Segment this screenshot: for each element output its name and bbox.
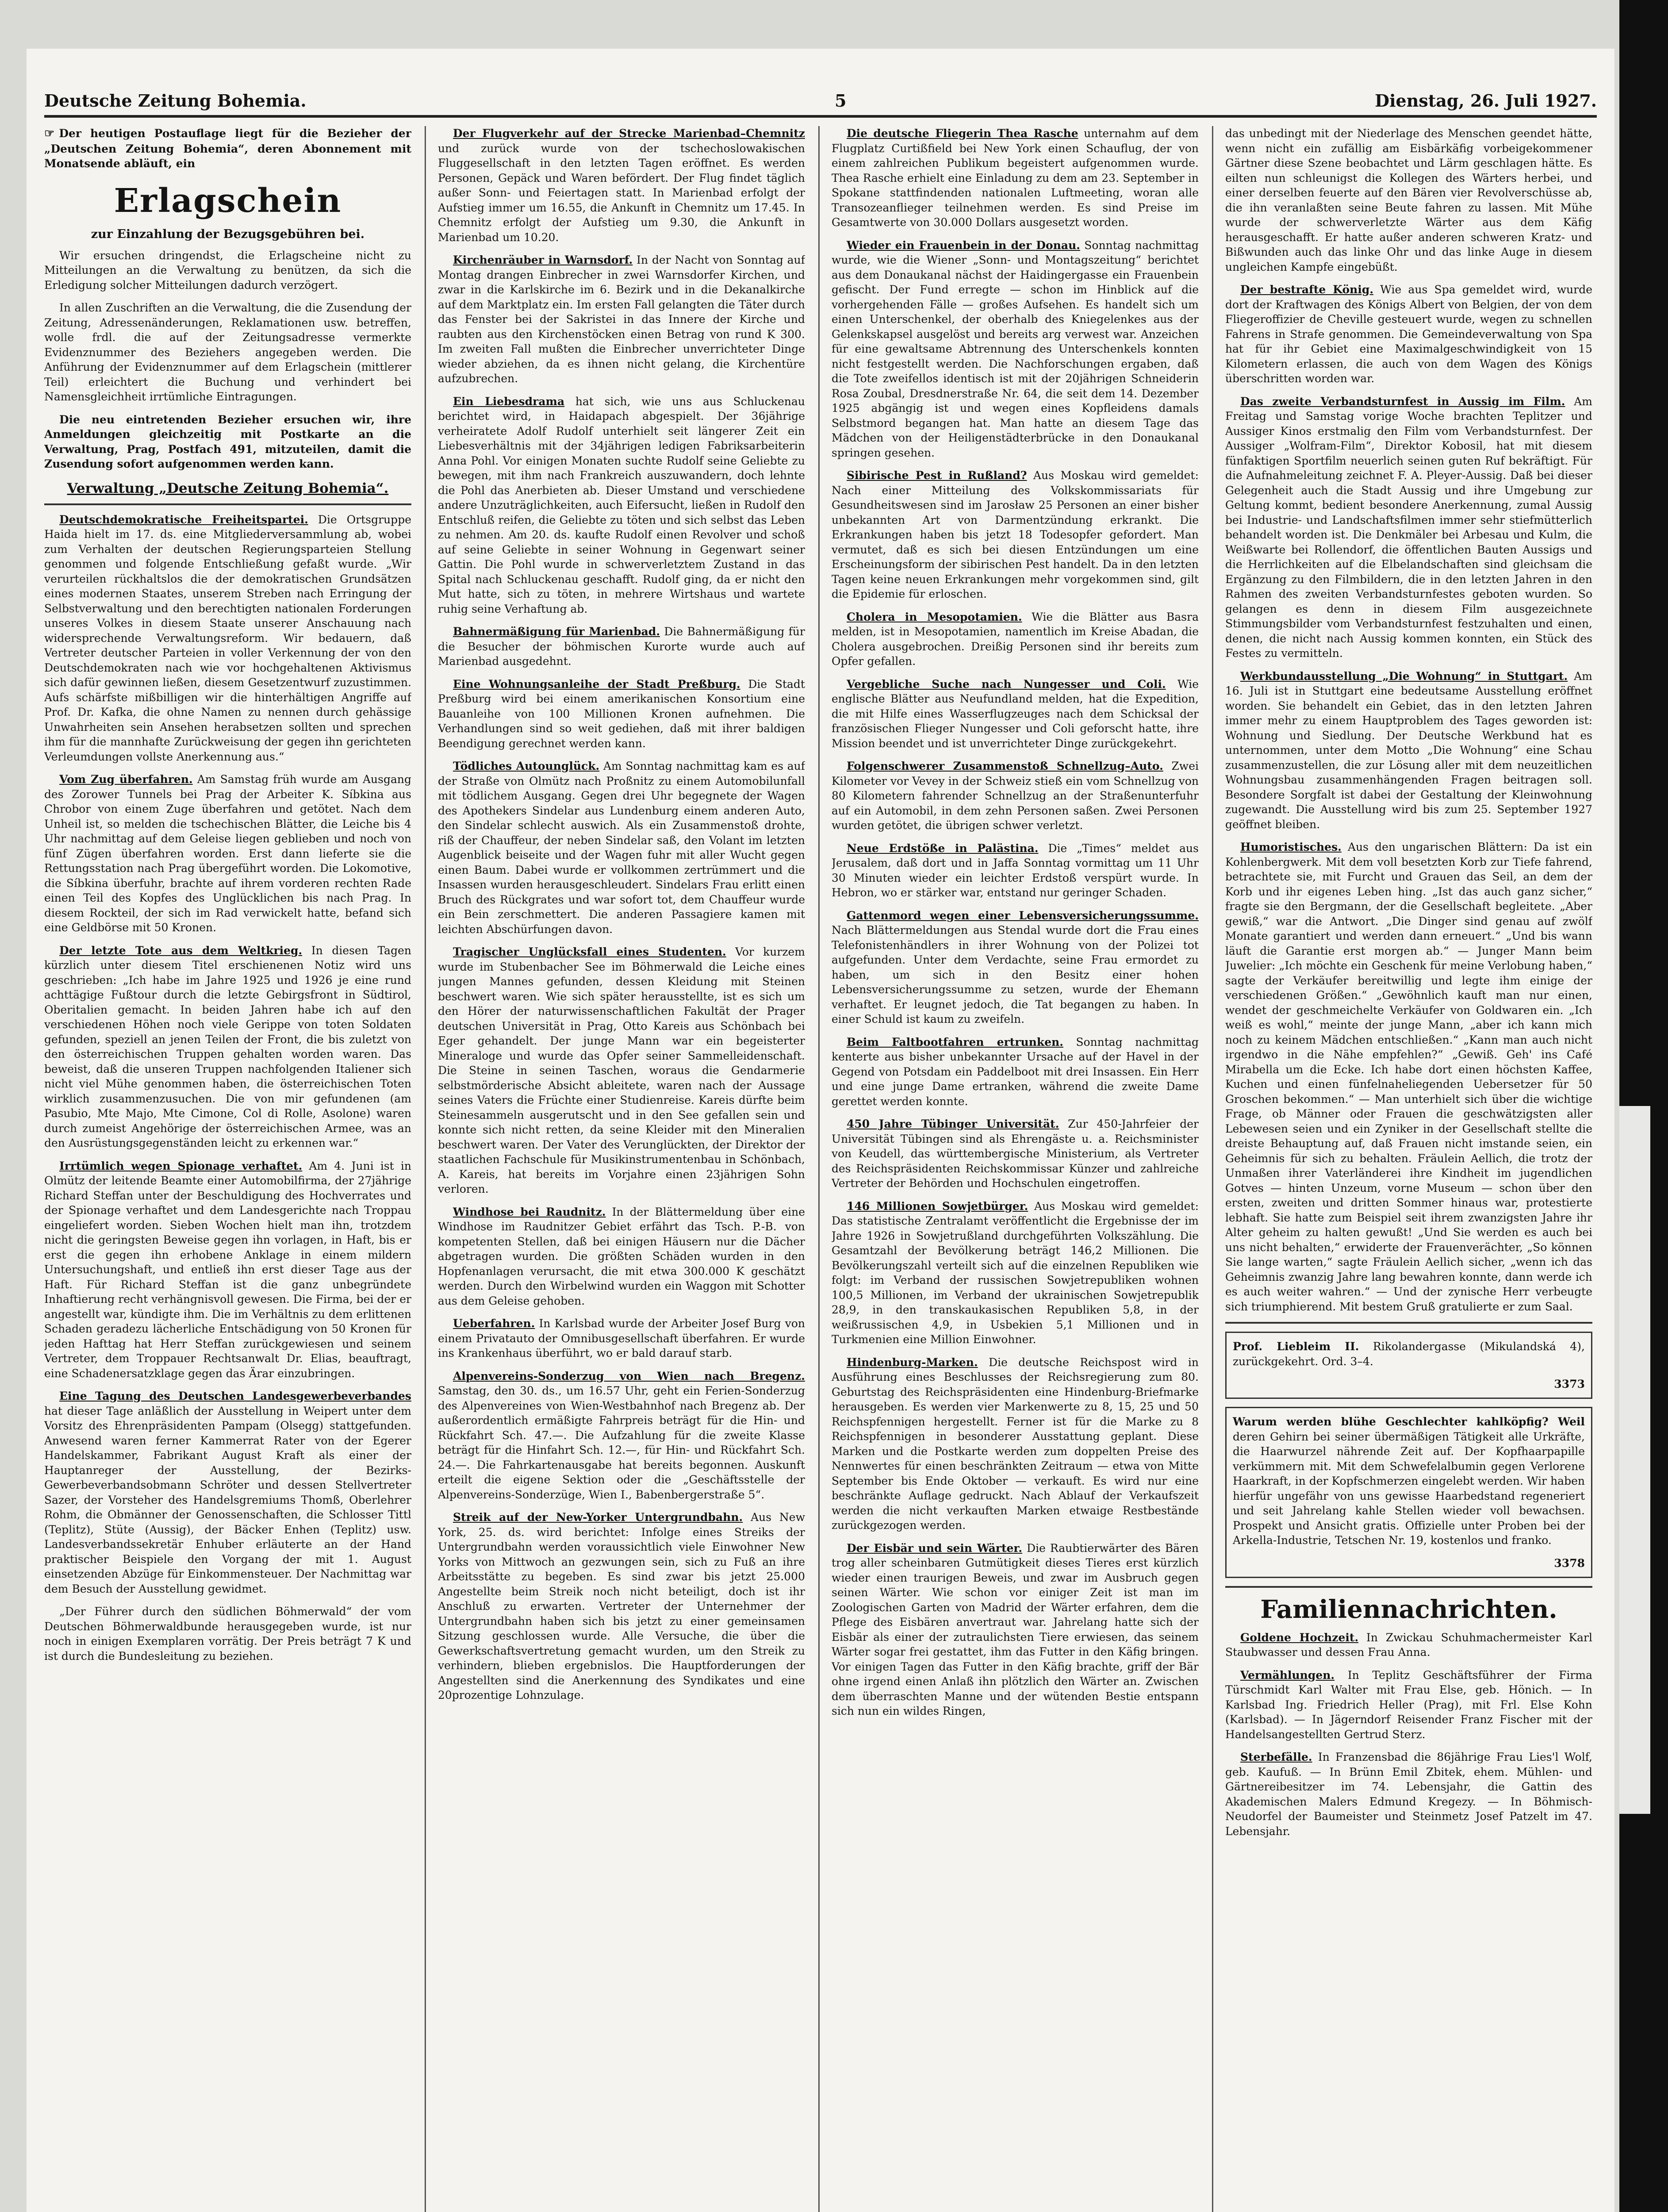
column-divider: [818, 126, 820, 2212]
column-divider: [425, 126, 426, 2212]
column-3: [832, 126, 1199, 2212]
article: Ein Liebesdrama hat sich, wie uns aus Schluckenau berichtet wird, in Haidapach abgespielt. Der 36jährige verheiratete Adolf Rudolf unterhielt seit längerer Zeit ein Liebesverhältnis mit der 34jährigen ledigen Fabriksarbeiterin Anna Pohl. Vor einigen Monaten suchte Rudolf seine Geliebte zu bewegen, mit ihm nach Frankreich auszuwandern, doch lehnte die Pohl das Anerbieten ab. Dieser Umstand und verschiedene andere Unzuträglichkeiten, auch Eifersucht, ließen in Rudolf den Entschluß reifen, die Geliebte zu töten und sich selbst das Leben zu nehmen. Am 20. ds. kaufte Rudolf einen Revolver und schoß auf seine Geliebte in seiner Wohnung in Gegenwart seiner Gattin. Die Pohl wurde in schwerverletztem Zustand in das Spital nach Schluckenau geschafft. Rudolf ging, da er nicht den Mut hatte, sich zu töten, in mehrere Wirtshaus und wartete ruhig seine Verhaftung ab.: [438, 395, 805, 615]
paper-name: Deutsche Zeitung Bohemia.: [44, 91, 307, 111]
article: Hindenburg-Marken. Die deutsche Reichspost wird in Ausführung eines Beschlusses der Reichsregierung zum 80. Geburtstag des Reichspräsidenten eine Hindenburg-Briefmarke herausgeben. Es werden vier Markenwerte zu 8, 15, 25 und 50 Reichspfennigen hergestellt. Ferner ist für die Marke zu 8 Reichspfennigen in besonderer Ausstattung geplant. Diese Marken und die Postkarte werden zum doppelten Preise des Nennwertes für einen beschränkten Zeitraum — etwa von Mitte September bis Ende Oktober — verkauft. Es wird nur eine beschränkte Auflage gedruckt. Nach Ablauf der Verkaufszeit werden die nicht verkauften Marken etwaige Restbestände zurückgezogen werden.: [832, 1356, 1199, 1532]
ad-number: 3373: [1554, 1378, 1585, 1390]
advertisement: [1225, 1332, 1592, 1399]
article: Neue Erdstöße in Palästina. Die „Times“ meldet aus Jerusalem, daß dort und in Jaffa Sonntag vormittag um 11 Uhr 30 Minuten wieder ein leichter Erdstoß verspürt wurde. In Hebron, wo er stärker war, entstand nur geringer Schaden.: [832, 841, 1199, 899]
postage-notice: ☞ Der heutigen Postauflage liegt für die Bezieher der „Deutschen Zeitung Bohemia“, deren Abonnement mit Monatsende abläuft, ein: [44, 127, 411, 170]
column-2: [438, 126, 805, 2212]
ad-number-row: [1233, 1377, 1585, 1391]
ad-number-row: [1233, 1556, 1585, 1571]
article: Werkbundausstellung „Die Wohnung“ in Stuttgart. Am 16. Juli ist in Stuttgart eine bedeutsame Ausstellung eröffnet worden. Sie behandelt ein Gebiet, das in den letzten Jahren immer mehr zu einem Hauptproblem des Tages geworden ist: Wohnung und Siedlung. Der Deutsche Werkbund hat es unternommen, unter dem Motto „Die Wohnung“ eine Schau zusammenzustellen, die zur Lösung aller mit dem neuzeitlichen Wohnungsbau zusammenhängenden Fragen beitragen soll. Besondere Sorgfalt ist dabei der Gestaltung der Kleinwohnung zugewandt. Die Ausstellung wird bis zum 25. September 1927 geöffnet bleiben.: [1225, 669, 1592, 831]
page-number: 5: [835, 91, 847, 111]
article: Beim Faltbootfahren ertrunken. Sonntag nachmittag kenterte aus bisher unbekannter Ursache auf der Havel in der Gegend von Potsdam ein Paddelboot mit drei Insassen. Ein Herr und eine junge Dame ertranken, während die zweite Dame gerettet werden konnte.: [832, 1035, 1199, 1108]
column-4: [1225, 126, 1592, 2212]
article: Streik auf der New-Yorker Untergrundbahn. Aus New York, 25. ds. wird berichtet: Infolge eines Streiks der Untergrundbahn werden voraussichtlich viele Einwohner New Yorks von Mittwoch an gezwungen sein, sich zu Fuß an ihre Arbeitsstätte zu begeben. Es sind zwar bis jetzt 25.000 Angestellte beim Streik noch nicht beteiligt, doch ist ihr Anschluß zu erwarten. Vertreter der Unternehmer der Untergrundbahn haben sich bis jetzt zu einer gemeinsamen Sitzung geschlossen wurde. Alle Versuche, die über die Gewerkschaftsvertretung gemacht wurden, um den Streik zu verhindern, blieben ergebnislos. Die Hauptforderungen der Angestellten sind die Anerkennung des Syndikates und eine 20prozentige Lohnzulage.: [438, 1511, 805, 1701]
article: Der Eisbär und sein Wärter. Die Raubtierwärter des Bären trog aller scheinbaren Gutmütigkeit dieses Tieres erst kürzlich wieder einen traurigen Beweis, und zwar im Ausbruch gegen seinen Wärter. Wie schon vor einiger Zeit ist man im Zoologischen Garten von Madrid der Wärter erfahren, dem die Pflege des Eisbären anvertraut war. Jahrelang hatte sich der Eisbär als einer der zutraulichsten Tiere erwiesen, das seinem Wärter sogar frei gestattet, ihm das Futter in den Käfig bringen. Vor einigen Tagen das Futter in den Käfig brachte, griff der Bär ohne irgend einen Anlaß ihn plötzlich den Wärter an. Zwischen dem überraschten Manne und der wütenden Bestie entspann sich nun ein wildes Ringen,: [832, 1541, 1199, 1717]
article: Wieder ein Frauenbein in der Donau. Sonntag nachmittag wurde, wie die Wiener „Sonn- und Montagszeitung“ berichtet aus dem Donaukanal nächst der Haidingergasse ein Frauenbein gefischt. Der Fund erregte — schon im Hinblick auf die vorhergehenden Fälle — großes Aufsehen. Es handelt sich um einen Unterschenkel, der oberhalb des Kniegelenkes aus der Gelenkskapsel ausgelöst und bereits arg verwest war. Anzeichen für eine gewaltsame Abtrennung des Unterschenkels konnten nicht festgestellt werden. Die Nachforschungen ergaben, daß die Tote zweifellos identisch ist mit der 20jährigen Schneiderin Rosa Zoubal, Dresdnerstraße Nr. 64, die seit dem 14. Dezember 1925 abgängig ist und wegen eines Kopfleidens damals Selbstmord begangen hat. Man hatte an diesem Tage das Mädchen von der Heiligenstädterbrücke in den Donaukanal springen gesehen.: [832, 238, 1199, 459]
article: Alpenvereins-Sonderzug von Wien nach Bregenz. Samstag, den 30. ds., um 16.57 Uhr, geht ein Ferien-Sonderzug des Alpenvereines von Wien-Westbahnhof nach Bregenz ab. Der außerordentlich ermäßigte Fahrpreis beträgt für die Hin- und Rückfahrt Sch. 47.—. Die Aufzahlung für die zweite Klasse beträgt für die Hinfahrt Sch. 12.—, für Hin- und Rückfahrt Sch. 24.—. Die Fahrkartenausgabe hat bereits begonnen. Auskunft erteilt die eigene Sektion oder die „Geschäftsstelle der Alpenvereins-Sonderzüge, Wien I., Babenbergerstraße 5“.: [438, 1369, 805, 1501]
article: Deutschdemokratische Freiheitspartei. Die Ortsgruppe Haida hielt im 17. ds. eine Mitgliederversammlung ab, wobei zum Verhalten der deutschen Regierungsparteien Stellung genommen und folgende Entschließung gefaßt wurde. „Wir verurteilen rückhaltslos die der demokratischen Grundsätzen eines modernen Staates, unserem Streben nach Erringung der Selbstverwaltung und den berechtigten nationalen Forderungen unseres Volkes in diesem Staate unserer Anschauung nach widersprechende Verwaltungsreform. Wir bedauern, daß Vertreter deutscher Parteien in voller Verkennung der von den Deutschdemokraten nach wie vor hochgehaltenen Aktivismus sich dafür gewinnen ließen, diesem Gesetzentwurf zuzustimmen. Aufs schärfste mißbilligen wir die hinterhältigen Angriffe auf Prof. Dr. Kafka, die ohne Namen zu nennen durch gehässige Unwahrheiten sein Ansehen herabsetzen sollten und sprechen ihm für die mannhafte Zurückweisung der gegen ihn gerichteten Verleumdungen vollste Anerkennung aus.“: [44, 513, 411, 763]
article: Bahnermäßigung für Marienbad. Die Bahnermäßigung für die Besucher der böhmischen Kurorte wurde auch auf Marienbad ausgedehnt.: [438, 625, 805, 668]
notice-paragraph: In allen Zuschriften an die Verwaltung, die die Zusendung der Zeitung, Adressenänderungen, Reklamationen usw. betreffen, wolle frdl. die auf der Zeitungsadresse vermerkte Evidenznummer des Beziehers angegeben werden. Die Anführung der Evidenznummer auf dem Erlagschein (mittlerer Teil) erleichtert die Buchung und verhindert bei Namensgleichheit irrtümliche Eintragungen.: [44, 301, 411, 403]
article: 146 Millionen Sowjetbürger. Aus Moskau wird gemeldet: Das statistische Zentralamt veröffentlicht die Ergebnisse der im Jahre 1926 in Sowjetrußland durchgeführten Volkszählung. Die Gesamtzahl der Bevölkerung beträgt 146,2 Millionen. Die Bevölkerungszahl verteilt sich auf die einzelnen Republiken wie folgt: im Verband der russischen Sowjetrepubliken wohnen 100,5 Millionen, im Verband der ukrainischen Sowjetrepublik 28,9, in den transkaukasischen Republiken 5,8, in der weißrussischen 4,9, in Usbekien 5,1 Millionen und in Turkmenien eine Million Einwohner.: [832, 1199, 1199, 1346]
running-header: [44, 80, 1597, 111]
section-rule: [1225, 1322, 1592, 1324]
article: „Der Führer durch den südlichen Böhmerwald“ der vom Deutschen Böhmerwaldbunde herausgegeben wurde, ist nur noch in einigen Exemplaren vorrätig. Der Preis beträgt 7 K und ist durch die Bundesleitung zu beziehen.: [44, 1605, 411, 1663]
article: Ueberfahren. In Karlsbad wurde der Arbeiter Josef Burg von einem Privatauto der Omnibusgesellschaft überfahren. Er wurde ins Krankenhaus überführt, wo er bald darauf starb.: [438, 1317, 805, 1359]
article: Gattenmord wegen einer Lebensversicherungssumme. Nach Blättermeldungen aus Stendal wurde dort die Frau eines Telefonistenhändlers in ihrer Wohnung von der Polizei tot aufgefunden. Unter dem Verdachte, seine Frau ermordet zu haben, um sich in den Besitz einer hohen Lebensversicherungssumme zu setzen, wurde der Ehemann verhaftet. Er leugnet jedoch, die Tat begangen zu haben. In einer Schuld ist kaum zu zweifeln.: [832, 909, 1199, 1025]
notice-paragraph: Die neu eintretenden Bezieher ersuchen wir, ihre Anmeldungen gleichzeitig mit Postkarte an die Verwaltung, Prag, Postfach 491, mitzuteilen, damit die Zusendung sofort aufgenommen werden kann.: [44, 413, 411, 470]
article: Eine Wohnungsanleihe der Stadt Preßburg. Die Stadt Preßburg wird bei einem amerikanischen Konsortium eine Bauanleihe von 100 Millionen Kronen aufnehmen. Die Verhandlungen sind so weit gediehen, daß mit ihrer baldigen Beendigung gerechnet werden kann.: [438, 677, 805, 750]
family-notice: Sterbefälle. In Franzensbad die 86jährige Frau Lies'l Wolf, geb. Kaufuß. — In Brünn Emil Zbitek, ehem. Mühlen- und Gärtnereibesitzer im 74. Lebensjahr, die Gattin des Akademischen Malers Edmund Kregezy. — In Böhmisch-Neudorfel der Baumeister und Steinmetz Josef Patzelt im 47. Lebensjahr.: [1225, 1751, 1592, 1838]
article-continuation: das unbedingt mit der Niederlage des Menschen geendet hätte, wenn nicht ein zufällig am Eisbärkäfig vorbeigekommener Gärtner diese Szene beobachtet und Lärm geschlagen hätte. Es eilten nun schleunigst die Kollegen des Wärters herbei, und einer derselben feuerte auf den Bären vier Revolverschüsse ab, die ihn veranlaßten seine Beute fahren zu lassen. Mit Mühe wurde der schwerverletzte Wärter aus dem Käfig herausgeschafft. Er hatte außer anderen schweren Kratz- und Bißwunden auch das linke Ohr und das linke Auge in diesem ungleichen Kampfe eingebüßt.: [1225, 127, 1592, 273]
issue-date: Dienstag, 26. Juli 1927.: [1375, 91, 1597, 111]
article: 450 Jahre Tübinger Universität. Zur 450-Jahrfeier der Universität Tübingen sind als Ehrengäste u. a. Reichsminister von Keudell, das württembergische Ministerium, als Vertreter des Reichspräsidenten Reichskommissar Künzer und zahlreiche Vertreter der Behörden und Hochschulen eingetroffen.: [832, 1118, 1199, 1190]
article: Die deutsche Fliegerin Thea Rasche unternahm auf dem Flugplatz Curtißfield bei New York einen Schauflug, der von einem zahlreichen Publikum begeistert aufgenommen wurde. Thea Rasche erhielt eine Einladung zu dem am 23. September in Spokane stattfindenden nationalen Luftmeeting, woran alle Transozeanflieger teilnehmen werden. Es sind Preise im Gesamtwerte von 30.000 Dollars ausgesetzt worden.: [832, 127, 1199, 229]
article: Sibirische Pest in Rußland? Aus Moskau wird gemeldet: Nach einer Mitteilung des Volkskommissariats für Gesundheitswesen sind im Jarosław 25 Personen an einer bisher unbekannten Art von Darmentzündung erkrankt. Die Erkrankungen haben bis jetzt 18 Todesopfer gefordert. Man vermutet, daß es sich bei diesen Entzündungen um eine Erscheinungsform der sibirischen Pest handelt. Da in den letzten Tagen keine neuen Erkrankungen mehr vorgekommen sind, gilt die Epidemie für erloschen.: [832, 469, 1199, 600]
section-rule: [44, 503, 411, 505]
header-rule: [44, 115, 1597, 118]
publisher-signoff: Verwaltung „Deutsche Zeitung Bohemia“.: [67, 480, 389, 496]
article: Der bestrafte König. Wie aus Spa gemeldet wird, wurde dort der Kraftwagen des Königs Albert von Belgien, der von dem Fliegeroffizier de Cheville gesteuert wurde, wegen zu schnellen Fahrens in Strafe genommen. Die Gemeindeverwaltung von Spa hat für ihr Gebiet eine Maximalgeschwindigkeit von 15 Kilometern erlassen, die auch von dem Wagen des Königs überschritten worden war.: [1225, 283, 1592, 385]
erlagschein-heading: Erlagschein: [114, 181, 342, 220]
erlagschein-subheading: zur Einzahlung der Bezugsgebühren bei.: [91, 227, 365, 241]
article: Tragischer Unglücksfall eines Studenten. Vor kurzem wurde im Stubenbacher See im Böhmerwald die Leiche eines jungen Mannes gefunden, dessen Kleidung mit Steinen beschwert waren. Wie sich später herausstellte, ist es sich um den Hörer der naturwissenschaftlichen Fakultät der Prager deutschen Universität in Prag, Otto Kareis aus Schönbach bei Eger gehandelt. Der junge Mann war ein begeisterter Mineraloge und wurde das Opfer seiner Sammelleidenschaft. Die Steine in seinen Taschen, woraus die Gendarmerie selbstmörderische Absicht ableitete, waren nach der Aussage seines Vaters die Früchte einer Studienreise. Kareis dürfte beim Steinesammeln ausgerutscht und in den See gefallen sein und konnte sich nicht retten, da seine Kleider mit den Mineralien beschwert waren. Der Vater des Verunglückten, der Direktor der staatlichen Fachschule für Musikinstrumentenbau in Schönbach, A. Kareis, hat bereits im Vorjahre einen 23jährigen Sohn verloren.: [438, 945, 805, 1195]
family-news-heading: Familiennachrichten.: [1260, 1594, 1557, 1624]
article: Das zweite Verbandsturnfest in Aussig im Film. Am Freitag und Samstag vorige Woche brachten Teplitzer und Aussiger Kinos erstmalig den Film vom Verbandsturnfest. Der Aussiger „Wolfram-Film“, Direktor Kobosil, hat mit diesem fünfaktigen Sportfilm neuerlich seinen guten Ruf bekräftigt. Für die Aufnahmeleitung zeichnet F. A. Pleyer-Aussig. Daß bei dieser Gelegenheit auch die Stadt Aussig und ihre Umgebung zur Geltung kommt, bedient besondere Anerkennung, zumal Aussig bei Industrie- und Landschaftsfilmen immer sehr stiefmütterlich behandelt worden ist. Die Denkmäler bei Arbesau und Kulm, die Weißwarte bei Rollendorf, die öffentlichen Bauten Aussigs und die Herrlichkeiten auf die Elbelandschaften sind gleichsam die Ergänzung zu den Filmbildern, die in den letzten Jahren in den Rahmen des zweiten Verbandsturnfestes geboten wurden. So gelangen es denn in diesem Film ausgezeichnete Stimmungsbilder vom Verbandsturnfest festzuhalten und einen, denen, die nicht nach Aussig kommen konnten, ein Stück des Festes zu vermitteln.: [1225, 395, 1592, 660]
family-notice: Goldene Hochzeit. In Zwickau Schuhmachermeister Karl Staubwasser und dessen Frau Anna.: [1225, 1631, 1592, 1659]
notice-paragraph: Wir ersuchen dringendst, die Erlagscheine nicht zu Mitteilungen an die Verwaltung zu benützen, da sich die Erledigung solcher Mitteilungen dadurch verzögert.: [44, 249, 411, 292]
column-divider: [1212, 126, 1213, 2212]
article: Windhose bei Raudnitz. In der Blättermeldung über eine Windhose im Raudnitzer Gebiet erfährt das Tsch. P.-B. von kompetenten Stellen, daß bei einigen Häusern nur die Dächer abgetragen wurden. Die größten Schäden wurden in den Hopfenanlagen verursacht, die mit etwa 300.000 K geschätzt werden. Durch den Wirbelwind wurden ein Waggon mit Schotter aus dem Geleise gehoben.: [438, 1205, 805, 1307]
article: Tödliches Autounglück. Am Sonntag nachmittag kam es auf der Straße von Olmütz nach Proßnitz zu einem Automobilunfall mit tödlichem Ausgang. Gegen drei Uhr begegnete der Wagen des Apothekers Sindelar aus Lundenburg einem anderen Auto, den Sindelar schlecht auswich. Als ein Zusammenstoß drohte, riß der Chauffeur, der neben Sindelar saß, den Volant im letzten Augenblick beiseite und der Wagen fuhr mit aller Wucht gegen einen Baum. Dabei wurde er vollkommen zertrümmert und die Insassen wurden herausgeschleudert. Sindelars Frau erlitt einen Bruch des Rückgrates und war sofort tot, dem Chauffeur wurde ein Bein zerschmettert. Die anderen Passagiere kamen mit leichten Abschürfungen davon.: [438, 760, 805, 936]
article: Eine Tagung des Deutschen Landesgewerbeverbandes hat dieser Tage anläßlich der Ausstellung in Weipert unter dem Vorsitz des Ehrenpräsidenten Pampam (Olsegg) stattgefunden. Anwesend waren ferner Kammerrat Rater von der Egerer Handelskammer, Fabrikant August Kraft als einer der Hauptanreger der Ausstellung, der Bezirks-Gewerbeverbandsobmann Schröter und dessen Stellvertreter Sazer, der Vorsteher des Handelsgremiums Thomß, Oberlehrer Rohm, die Obmänner der Genossenschaften, die Schlosser Tittl (Teplitz), Stüte (Aussig), der Bäcker Enhen (Teplitz) usw. Landesverbandssekretär Enhuber erläuterte an der Hand praktischer Beispiele den Vorgang der mit 1. August einsetzenden Abzüge für Einkommensteuer. Der Nachmittag war dem Besuch der Ausstellung gewidmet.: [44, 1390, 411, 1595]
article: Irrtümlich wegen Spionage verhaftet. Am 4. Juni ist in Olmütz der leitende Beamte einer Automobilfirma, der 27jährige Richard Steffan unter der Beschuldigung des Hochverrates und der Spionage verhaftet und dem Landesgerichte nach Troppau eingeliefert worden. Sieben Wochen hielt man ihn, trotzdem nicht die geringsten Beweise gegen ihn vorlagen, in Haft, bis er erst die gegen ihn erhobene Anklage in einem mildern Untersuchungshaft, und entließ ihn erst dieser Tage aus der Haft. Für Richard Steffan ist die ganz unbegründete Inhaftierung recht verhängnisvoll gewesen. Die Firma, bei der er angestellt war, kündigte ihm. Die im Verhältnis zu dem erlittenen Schaden geradezu lächerliche Entschädigung von 50 Kronen für jeden Hafttag hat Herr Steffan zurückgewiesen und seinem Vertreter, dem Troppauer Rechtsanwalt Dr. Elias, beauftragt, eine Schadenersatzklage gegen das Ärar einzubringen.: [44, 1159, 411, 1380]
ad-text: Warum werden blühe Geschlechter kahlköpfig? Weil deren Gehirn bei seiner übermäßigen Tätigkeit alle Urkräfte, die Haarwurzel nährende Zeit auf. Der Kopfhaarpapille verkümmern mit. Mit dem Schwefelalbumin gegen Verlorene Haarkraft, in der Kopfschmerzen eingelebt werden. Wir haben hierfür ungefähr von uns gewisse Haarbedstand regeneriert und seit Jahrelang kahle Stellen wieder voll bewachsen. Prospekt und Ansicht gratis. Offizielle unter Proben bei der Arkella-Industrie, Tetschen Nr. 19, kostenlos und franko.: [1233, 1415, 1585, 1547]
article: Humoristisches. Aus den ungarischen Blättern: Da ist ein Kohlenbergwerk. Mit dem voll besetzten Korb zur Tiefe fahrend, betrachtete sie, mit Furcht und Grauen das Seil, an dem der Korb und ihr eigenes Leben hing. „Ist das auch ganz sicher,“ fragte sie den Bergmann, der die Gesellschaft begleitete. „Aber gewiß,“ war die Antwort. „Die Dinger sind genau auf zwölf Monate garantiert und werden dann erneuert.“ „Und bis wann läuft die Garantie erst morgen ab.“ — Junger Mann beim Juwelier: „Ich möchte ein Geschenk für meine Verlobung haben,“ sagte der Verkäufer bereitwillig und legte ihm einige der verschiedenen Größen.“ „Gewöhnlich kauft man nur einen, wendet der geschmeichelte Verkäufer von Goldwaren ein. „Ich weiß es wohl,“ meinte der junge Mann, „aber ich kann mich noch zu keinem Mädchen entschließen.“ „Kann man auch nicht irgendwo in die Nähe empfehlen?“ „Gewiß. Geh' ins Café Mirabella um die Ecke. Ich habe dort einen höchsten Kaffee, Kuchen und einen fünfelnaheliegenden Uebersetzer für 50 Groschen bekommen.“ — Man unterhielt sich über die wichtige Frage, ob Männer oder Frauen die geschwätzigsten aller Lebewesen seien und ein Zyniker in der Gesellschaft stellte die dreiste Behauptung auf, daß Frauen nicht imstande seien, ein Geheimnis für sich zu behalten. Fräulein Aellich, die trotz der Unmaßen ihrer Vaterländerei ihre Kindheit im jugendlichen Gotves — hinten Unzeum, vorne Museum — schon über den ersten, zweiten und dritten Sommer hinaus war, protestierte lebhaft. Sie hatte zum Beispiel seit ihrem zwanzigsten Jahre ihr Alter geheim zu halten gewußt! „Und Sie werden es auch bei uns nicht behalten,“ erwiderte der Frauenverächter, „So können Sie lange warten,“ sagte Fräulein Aellich sicher, „wenn ich das Geheimnis zwanzig Jahre lang bewahren konnte, dann werde ich es auch weiter wahren.“ — Und der zynische Herr verbeugte sich triumphierend. Mit bestem Gruß gratulierte er zum Saal.: [1225, 841, 1592, 1313]
article: Cholera in Mesopotamien. Wie die Blätter aus Basra melden, ist in Mesopotamien, namentlich im Kreise Abadan, die Cholera ausgebrochen. Dreißig Personen sind ihr bereits zum Opfer gefallen.: [832, 610, 1199, 668]
advertisement: [1225, 1407, 1592, 1578]
section-rule: [1225, 1586, 1592, 1588]
column-1: [44, 126, 411, 2212]
scan-border-gap: [1619, 1106, 1650, 1814]
article: Vergebliche Suche nach Nungesser und Coli. Wie englische Blätter aus Neufundland melden, hat die Expedition, die mit Hilfe eines Wasserflugzeuges nach dem Schicksal der französischen Flieger Nungesser und Coli geforscht hatte, ihre Mission beendet und ist unverrichteter Dinge zurückgekehrt.: [832, 677, 1199, 750]
article: Der letzte Tote aus dem Weltkrieg. In diesen Tagen kürzlich unter diesem Titel erschienenen Notiz wird uns geschrieben: „Ich habe im Jahre 1925 und 1926 je eine rund achttägige Fußtour durch die letzte Gebirgsfront in Südtirol, Oberitalien gemacht. In beiden Jahren habe ich auf den verschiedenen Höhen noch viele Gerippe von toten Soldaten gefunden, speziell an jenen Teilen der Front, die bis zuletzt von den österreichischen Truppen gehalten worden waren. Das beweist, daß die unseren Truppen nachfolgenden Italiener sich nicht viel Mühe genommen haben, die österreichischen Toten wirklich zusammenzusuchen. Die von mir gefundenen (am Pasubio, Mte Majo, Mte Cimone, Col di Rolle, Asolone) waren durch zumeist Angehörige der österreichischen Armee, was an den Ausrüstungsgegenständen leicht zu erkennen war.“: [44, 944, 411, 1149]
article: Kirchenräuber in Warnsdorf. In der Nacht von Sonntag auf Montag drangen Einbrecher in zwei Warnsdorfer Kirchen, und zwar in die Karlskirche im 6. Bezirk und in die Dekanalkirche auf dem Marktplatz ein. Im ersten Fall gelangten die Täter durch das Fenster bei der Sakristei in das Innere der Kirche und raubten aus den Kirchenstöcken einen Betrag von rund K 300. Im zweiten Fall mußten die Einbrecher unverrichteter Dinge wieder abziehen, da es ihnen nicht gelang, die Kirchentüre aufzubrechen.: [438, 253, 805, 385]
family-notice: Vermählungen. In Teplitz Geschäftsführer der Firma Türschmidt Karl Walter mit Frau Else, geb. Hönich. — In Karlsbad Ing. Friedrich Heller (Prag), mit Frl. Else Kohn (Karlsbad). — In Jägerndorf Reisender Franz Fischer mit der Handelsangestellten Gertrud Sterz.: [1225, 1668, 1592, 1741]
ad-number: 3378: [1554, 1556, 1585, 1570]
article: Vom Zug überfahren. Am Samstag früh wurde am Ausgang des Zorower Tunnels bei Prag der Arbeiter K. Síbkina aus Chrobor von einem Zuge überfahren und getötet. Nach dem Unheil ist, so melden die tschechischen Blätter, die Leiche bis 4 Uhr nachmittag auf dem Geleise liegen geblieben und noch von fünf Zügen überfahren worden. Erst dann lieferte sie die Rettungsstation nach Prag übergeführt worden. Die Lokomotive, die Síbkina überfuhr, brachte auf ihrem vorderen rechten Rade einen Teil des Kopfes des Unglücklichen bis nach Prag. In diesem Rockteil, der sich im Rad verwickelt hatte, befand sich eine Geldbörse mit 50 Kronen.: [44, 773, 411, 934]
article: Folgenschwerer Zusammenstoß Schnellzug–Auto. Zwei Kilometer vor Vevey in der Schweiz stieß ein vom Schnellzug von 80 Kilometern fahrender Schnellzug an der Straßenunterfuhr auf ein Automobil, in dem zehn Personen saßen. Zwei Personen wurden getötet, die übrigen schwer verletzt.: [832, 760, 1199, 832]
article: Der Flugverkehr auf der Strecke Marienbad–Chemnitz und zurück wurde von der tschechoslowakischen Fluggesellschaft in den letzten Tagen eröffnet. Es werden Personen, Gepäck und Waren befördert. Der Flug findet täglich außer Sonn- und Feiertagen statt. In Marienbad erfolgt der Aufstieg immer um 16.55, die Ankunft in Chemnitz um 17.45. In Chemnitz erfolgt der Aufstieg um 9.30, die Ankunft in Marienbad um 10.20.: [438, 127, 805, 244]
ad-text: Prof. Liebleim II. Rikolandergasse (Mikulandská 4), zurückgekehrt. Ord. 3–4.: [1233, 1340, 1585, 1368]
newspaper-page: [27, 49, 1614, 2212]
pointing-hand-icon: ☞: [44, 127, 55, 140]
